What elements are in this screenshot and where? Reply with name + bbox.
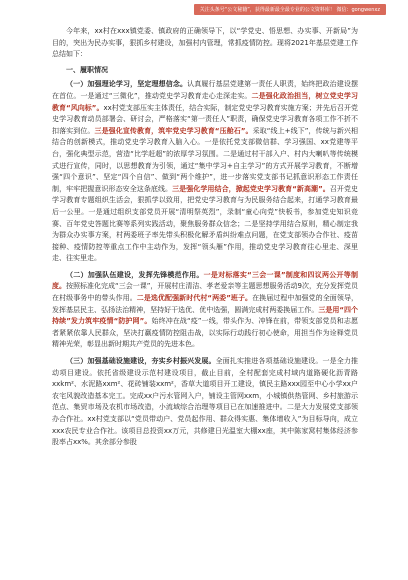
text-1a-3: 采取“线上+线下”，传统与新兴相结合的创新模式，推动党史学习教育入脑入心。一是依托党支部微信群、学习强国、xx党建等平台，强化典型示范，营造“比学赶超”的浓厚学习氛围。二是通过村干部入户、村内大喇叭等传统模式进行宣传，同时，以思想教育为引领，通过“集中学习+自主学习”的方式开展学习教育，不断增强“四个意识”、坚定“四个自信”、做到“两个维护”，进一步落实党支部书记抓意识形态工作责任制，牢牢把握意识形态安全这条底线。 <box>52 126 358 193</box>
promo-banner-text: 关注头条号“公文秘籍”，获得最新最全最专业的公文资料库！ 微信：gongwenxz <box>194 4 386 15</box>
document-body <box>52 26 358 574</box>
top-banner <box>0 0 408 18</box>
text-1c: 全面扎实推进各项基础设施建设。一是全力推动项目建设。依托省级建设示范村建设项目，截止目前，全村配套完成村域内道路硬化沥青路xxkm²、水泥路xxm²、花砖铺装xxm²，香草大道项目开工建设，镇民主路xxx园至中心小学xx户农宅风貌改造基本完工。完成xx户污水管网入户，铺设主管网xxm，小城镇供热管网、乡村旅游示范点、集贸市场及农机市场改造，小流域综合治理等项目已在加速推进中。二是大力发展党支部领办合作社。xx村党支部以“党员带动户、党员起作用、群众得实惠、集体增收入”为目标导向，成立xxx农民专业合作社。该项目总投资xx万元，共修建日光温室大棚xx座，其中陈家窝村集体经济参股率占xx%。其余部分参股 <box>52 357 358 447</box>
subheading-1b: （二）加强队伍建设，发挥先锋模范作用。 <box>66 270 204 279</box>
key-point-1a-2: 二是强化政治担当，树立党史学习教育“风向标”。 <box>52 91 358 112</box>
text-1a-4: 召开党史学习教育专题组织生活会，狠抓学以致用，把党史学习教育与为民服务结合起来，打通学习教育最后一公里。一是通过组织支部党员开展“清明祭英烈”，录制“童心向党”快板书，参加党史知识竞赛、百年党史答题比赛等系列实践活动，聚焦服务群众信念；二是坚持学用结合原则，精心制定我为群众办实事方案，村两委班子率先带头积极化解矛盾纠纷难点问题，在党支部领办合作社、疫苗接种、疫情防控等重点工作中主动作为，发挥“领头雁”作用，推动党史学习教育往心里走、深里走、往实里走。 <box>52 184 358 263</box>
key-point-1a-3: 三是强化宣传教育，筑牢党史学习教育“压舱石”。 <box>94 126 253 135</box>
intro-paragraph: 今年来，xx村在xxx镇党委、镇政府的正确领导下，以“学党史、悟思想、办实事、开新局”为目的，突出为民办实事，狠抓乡村建设，加强村内管理，常抓疫情防控。现将2021年基层党建工作总结如下： <box>52 27 358 59</box>
subheading-1a: （一）加强理论学习，坚定理想信念。 <box>66 80 188 89</box>
key-point-1b-2: 二是选优配强新时代村“两委”班子。 <box>136 294 253 303</box>
section-heading-1: 一、履职情况 <box>66 65 108 74</box>
key-point-1b-3: 三是用“四个持续”发力筑牢疫情“防护网”。 <box>52 305 358 326</box>
text-1b-3: 始终冲在战“疫”一线，带头作为、冲锋在前，带领支部党员和志愿者紧紧依靠人民群众，坚决打赢疫情防控阻击战，以实际行动践行初心使命，用担当作为诠释党员精神光荣，彰显出新时期共产党员的先进本色。 <box>52 317 358 349</box>
paragraph-1a <box>52 79 358 265</box>
subheading-1c: （三）加强基础设施建设，夯实乡村振兴发展。 <box>66 357 216 366</box>
text-1a-2: xx村党支部压实主体责任，结合实际，制定党史学习教育实施方案；并先后召开党史学习教育动员部署会、研讨会，严格落实“第一责任人”职责，确保党史学习教育各项工作不折不扣落实到位。 <box>52 103 358 135</box>
text-1b-2: 在换届过程中加强党的全面领导，发挥基层民主、弘扬法治精神，坚持好干选优、优中选强，圆满完成村两委换届工作。 <box>52 294 358 314</box>
paragraph-1c <box>52 356 358 449</box>
key-point-1a-4: 三是强化学用结合，掀起党史学习教育“新高潮”。 <box>172 184 330 193</box>
key-point-1b-1: 一是对标落实“三会一课”制度和四议两公开等制度。 <box>52 270 358 291</box>
text-1b-1: 按照标准化完成“三会一课”，开展村庄清洁、孝老爱亲等主题思想服务活动9次，充分发挥党员在村级事务中的带头作用。 <box>52 282 358 303</box>
text-1a: 认真履行基层党建第一责任人职责，始终把政治建设摆在首位。一是通过“三微化”，推动党史学习教育走心走深走实。 <box>52 80 358 100</box>
paragraph-1b <box>52 270 358 351</box>
